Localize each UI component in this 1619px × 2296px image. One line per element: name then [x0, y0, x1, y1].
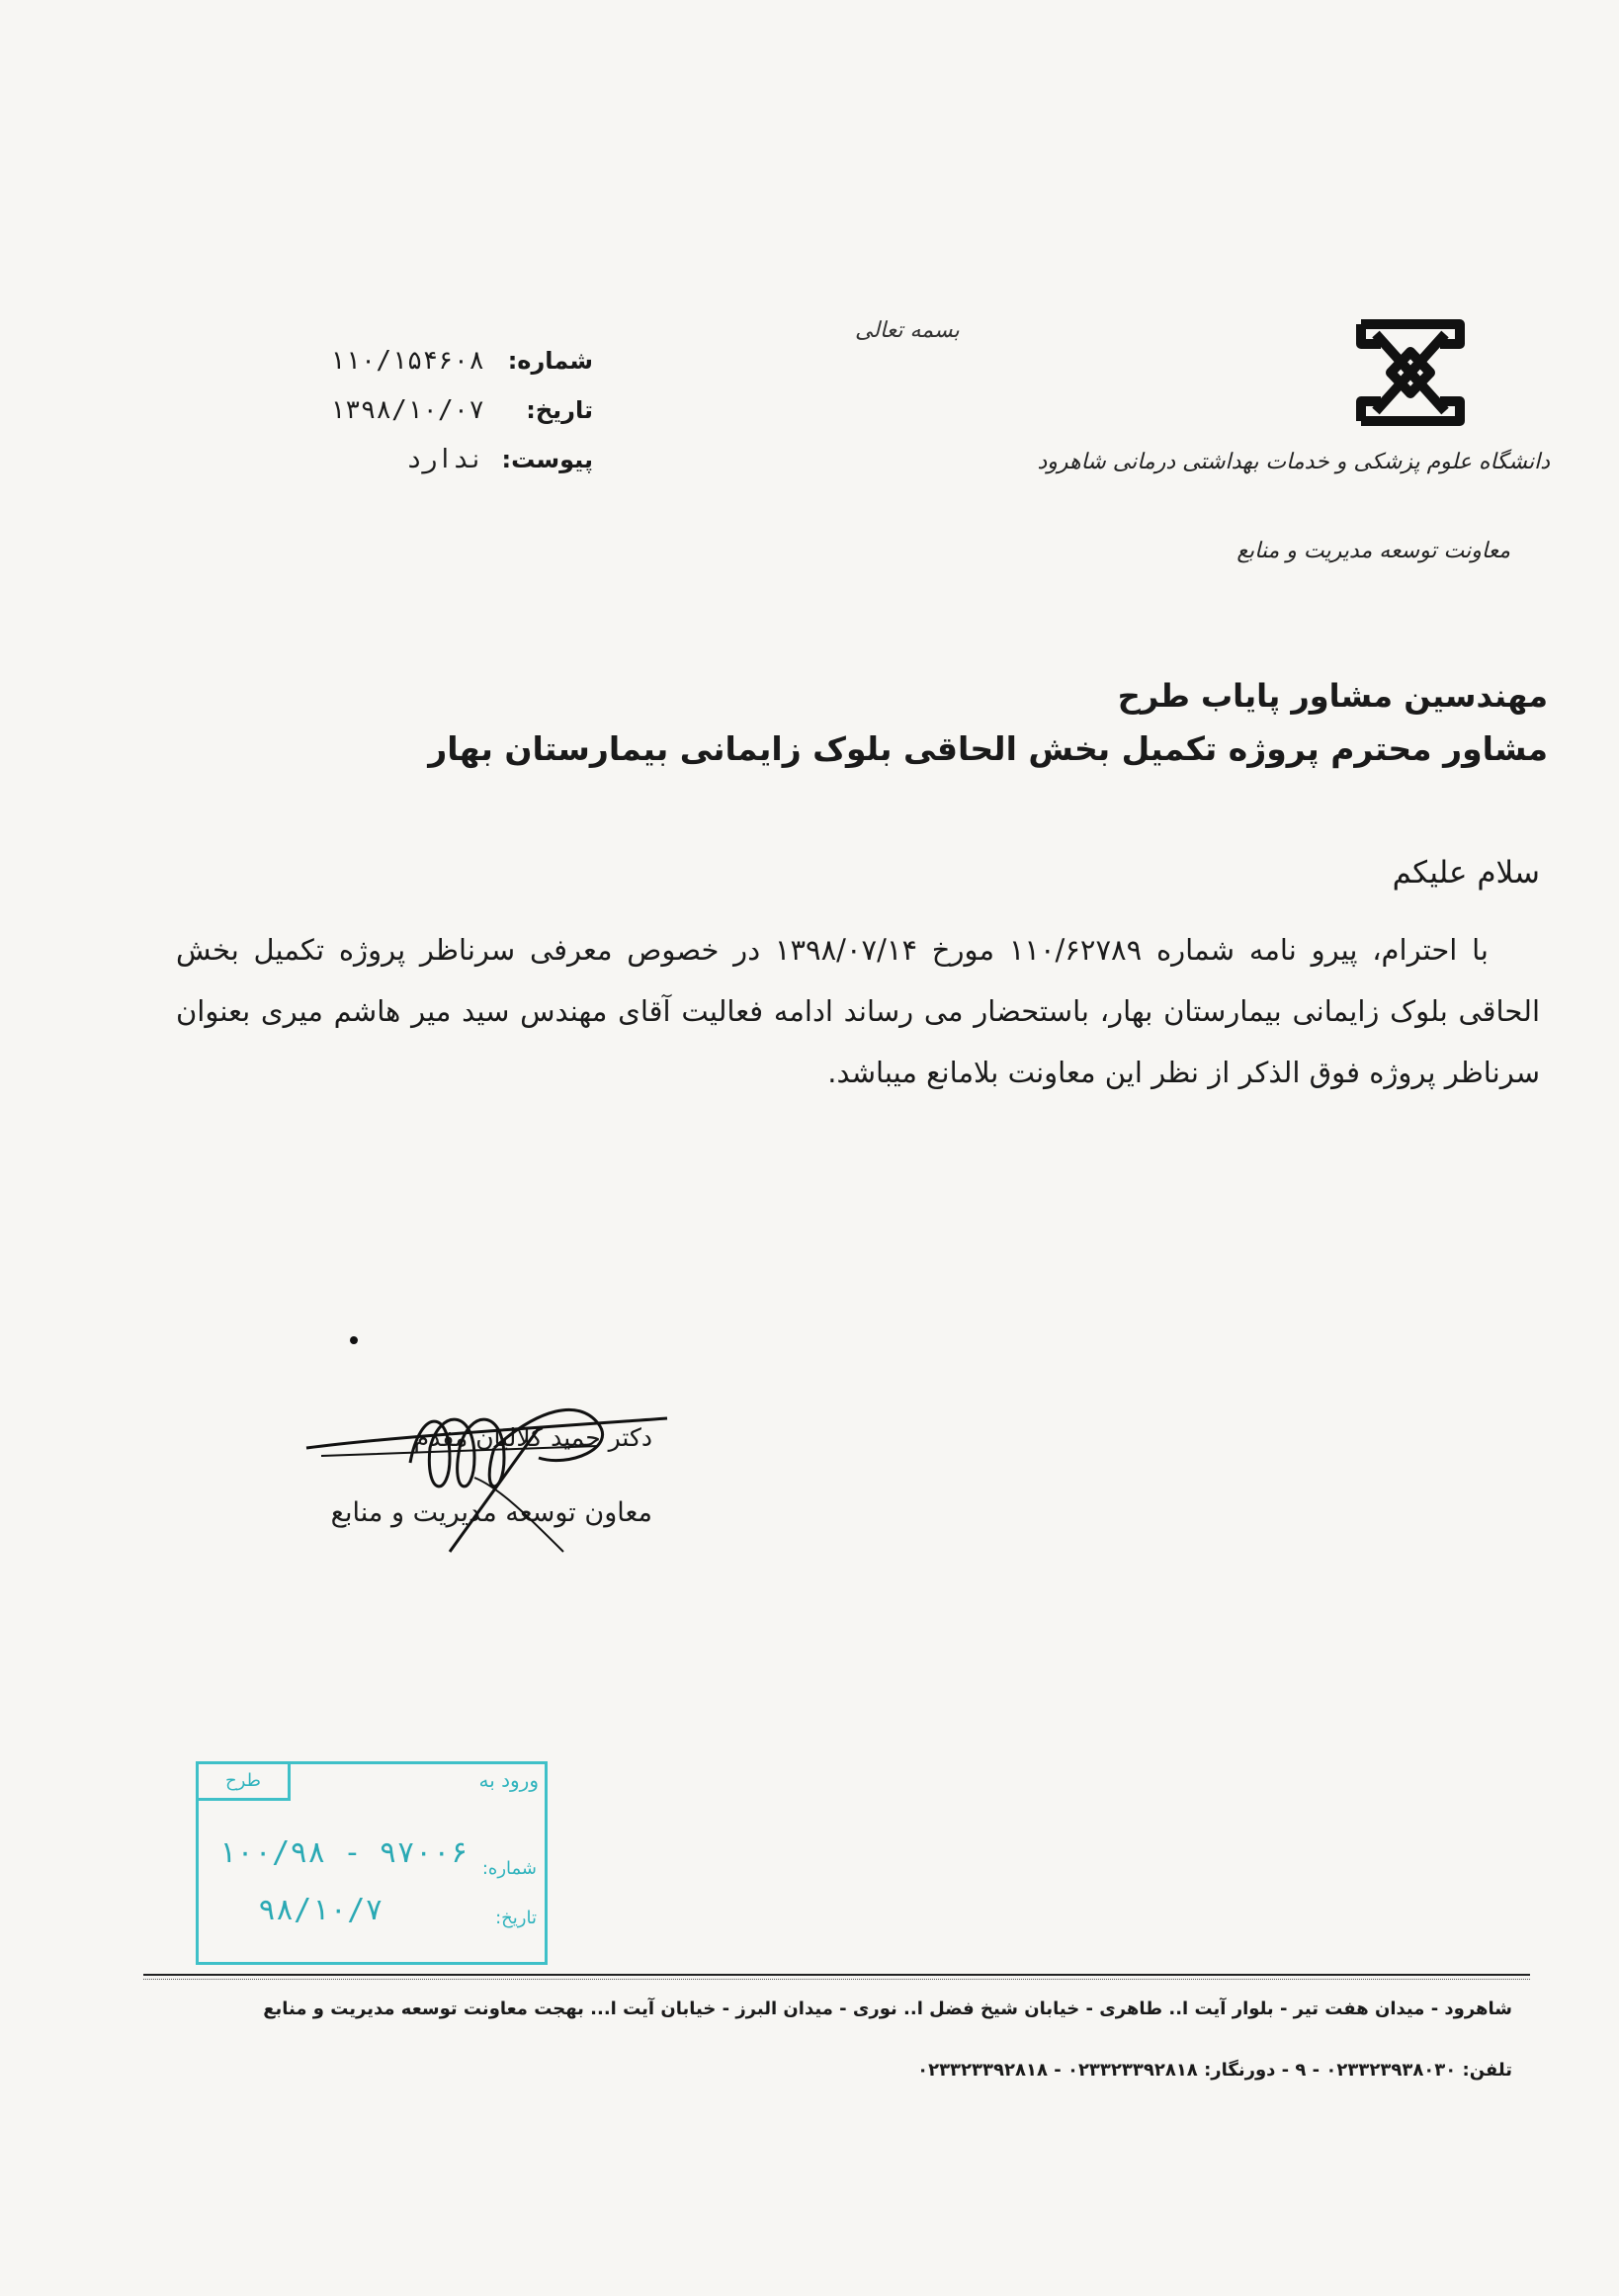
footer-address: شاهرود - میدان هفت تیر - بلوار آیت ا.. طاهری - خیابان شیخ فضل ا.. نوری - میدان البرز - خیابان آیت ا... بهجت معاونت توسعه مدیریت و منابع: [263, 1998, 1512, 2019]
body-paragraph: با احترام، پیرو نامه شماره ۱۱۰/۶۲۷۸۹ مورخ ۱۳۹۸/۰۷/۱۴ در خصوص معرفی سرناظر پروژه تکمیل بخش الحاقی بلوک زایمانی بیمارستان بهار، باستحضار می رساند ادامه فعالیت آقای مهندس سید میر هاشم میری بعنوان سرناظر پروژه فوق الذکر از نظر این معاونت بلامانع میباشد.: [176, 933, 1540, 1089]
date-row: [297, 385, 593, 435]
attachment-value: ندارد: [406, 445, 484, 474]
letter-meta: [297, 336, 593, 484]
stamp-number-label: شماره:: [481, 1858, 537, 1879]
organization-name: دانشگاه علوم پزشکی و خدمات بهداشتی درمانی شاهرود: [1037, 450, 1550, 474]
number-row: [297, 336, 593, 385]
signatory-title: معاون توسعه مدیریت و منابع: [330, 1497, 652, 1528]
handwritten-signature: [301, 1369, 677, 1557]
attachment-label: پیوست:: [501, 446, 593, 473]
recipient-line-1: مهندسین مشاور پایاب طرح: [1117, 677, 1548, 715]
date-value: ۱۳۹۸/۱۰/۰۷: [329, 395, 484, 425]
stamp-date-value: ۹۸/۱۰/۷: [258, 1893, 383, 1927]
number-label: شماره:: [507, 347, 593, 375]
footer-contact: تلفن: ۰۲۳۳۲۳۹۳۸۰۳۰ - ۹ - دورنگار: ۰۲۳۳۲۳۳۹۲۸۱۸ - ۰۲۳۳۲۳۳۹۲۸۱۸: [917, 2060, 1512, 2081]
footer-rule: [143, 1974, 1530, 1976]
footer-rule-dotted: [143, 1979, 1530, 1980]
stamp-box: طرح: [199, 1764, 291, 1801]
ink-mark: [348, 1334, 359, 1345]
attachment-row: [297, 435, 593, 484]
university-logo: [1346, 314, 1475, 431]
number-value: ۱۱۰/۱۵۴۶۰۸: [329, 346, 484, 376]
stamp-date-label: تاریخ:: [495, 1908, 537, 1928]
stamp-header: ورود به: [478, 1768, 539, 1792]
received-stamp: [196, 1761, 548, 1965]
date-label: تاریخ:: [526, 396, 593, 424]
letter-body: [176, 919, 1540, 1103]
department-name: معاونت توسعه مدیریت و منابع: [1236, 539, 1510, 563]
recipient-line-2: مشاور محترم پروژه تکمیل بخش الحاقی بلوک زایمانی بیمارستان بهار: [428, 729, 1548, 768]
signatory-name: دکتر حمید کلالیان مقدم: [413, 1423, 652, 1452]
greeting: سلام علیکم: [1392, 855, 1540, 891]
stamp-number-value: ۱۰۰/۹۸ - ۹۷۰۰۶: [218, 1835, 469, 1870]
bismillah: بسمه تعالی: [855, 318, 960, 343]
